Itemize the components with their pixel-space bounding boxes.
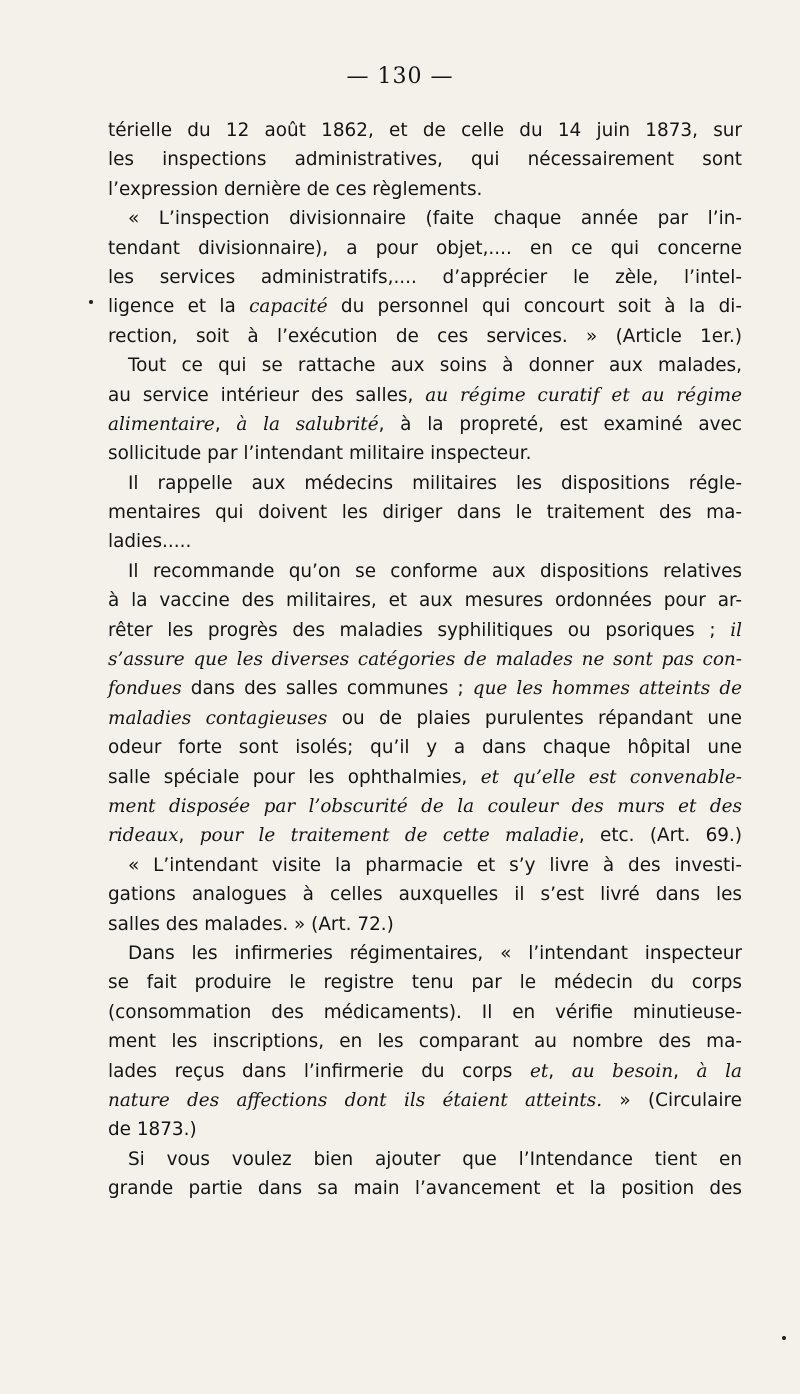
italic-text: à la salubrité xyxy=(236,413,379,435)
text-segment: odeur forte sont isolés; qu’il y a dans chaque hôpital une xyxy=(108,737,742,759)
text-line xyxy=(108,1027,742,1056)
text-segment: se fait produire le registre tenu par le médecin du corps xyxy=(108,972,742,994)
text-line xyxy=(108,557,742,586)
text-segment: , xyxy=(548,1060,572,1082)
text-line xyxy=(108,469,742,498)
text-line xyxy=(108,763,742,792)
text-line xyxy=(108,1115,742,1144)
italic-text: alimentaire xyxy=(108,413,215,435)
italic-text: fondues xyxy=(108,678,182,700)
text-line xyxy=(108,968,742,997)
text-line xyxy=(108,381,742,410)
text-segment: mentaires qui doivent les diriger dans le traitement des ma- xyxy=(108,502,742,524)
italic-text: rideaux xyxy=(108,825,179,847)
page-number: — 130 — xyxy=(346,64,454,89)
text-segment: dans des salles communes ; xyxy=(181,678,473,700)
text-segment: du personnel qui concourt soit à la di- xyxy=(327,296,742,318)
text-line xyxy=(108,145,742,174)
italic-text: il xyxy=(730,619,742,641)
italic-text: que les hommes atteints de xyxy=(472,678,742,700)
italic-text: capacité xyxy=(249,296,328,318)
text-line xyxy=(108,1086,742,1115)
italic-text: et xyxy=(529,1060,549,1082)
text-line xyxy=(108,410,742,439)
body-text xyxy=(108,116,742,1203)
text-line xyxy=(108,616,742,645)
text-segment: rêter les progrès des maladies syphilitiques ou psoriques ; xyxy=(108,619,731,641)
text-segment: Si vous voulez bien ajouter que l’Intendance tient en xyxy=(128,1148,742,1170)
text-segment: Dans les infirmeries régimentaires, « l’intendant inspecteur xyxy=(128,942,742,964)
text-line xyxy=(108,1145,742,1174)
text-segment: au service intérieur des salles, xyxy=(108,384,426,406)
italic-text: au besoin xyxy=(571,1060,674,1082)
text-line xyxy=(108,204,742,233)
text-line xyxy=(108,586,742,615)
text-segment: ment les inscriptions, en les comparant au nombre des ma- xyxy=(108,1031,742,1053)
text-segment: à la vaccine des militaires, et aux mesures ordonnées pour ar- xyxy=(108,590,742,612)
text-segment: , xyxy=(673,1060,697,1082)
text-line xyxy=(108,263,742,292)
text-segment: , à la propreté, est examiné avec xyxy=(378,413,742,435)
text-segment: , xyxy=(178,825,200,847)
text-line xyxy=(108,704,742,733)
text-segment: térielle du 12 août 1862, et de celle du 14 juin 1873, sur xyxy=(108,120,742,141)
text-segment: ladies..... xyxy=(108,531,192,553)
text-segment: (consommation des médicaments). Il en vérifie minutieuse- xyxy=(108,1001,742,1023)
text-line xyxy=(108,351,742,380)
italic-text: pour le traitement de cette maladie xyxy=(199,825,579,847)
text-line xyxy=(108,821,742,850)
italic-text: nature des affections dont ils étaient atteints. xyxy=(108,1089,603,1111)
text-line xyxy=(108,292,742,321)
text-segment: Tout ce qui se rattache aux soins à donner aux malades, xyxy=(128,355,742,377)
text-line xyxy=(108,998,742,1027)
text-line xyxy=(108,792,742,821)
text-line xyxy=(108,1174,742,1203)
margin-dot xyxy=(89,300,93,304)
text-line xyxy=(108,733,742,762)
italic-text: à la xyxy=(696,1060,742,1082)
italic-text: maladies contagieuses xyxy=(108,707,328,729)
text-segment: Il recommande qu’on se conforme aux dispositions relatives xyxy=(128,560,742,582)
text-segment: Il rappelle aux médecins militaires les dispositions régle- xyxy=(128,472,742,494)
text-line xyxy=(108,322,742,351)
text-segment: de 1873.) xyxy=(108,1119,197,1141)
text-segment: tendant divisionnaire), a pour objet,.... en ce qui concerne xyxy=(108,237,742,259)
text-line xyxy=(108,1057,742,1086)
text-line xyxy=(108,851,742,880)
text-segment: les inspections administratives, qui nécessairement sont xyxy=(108,149,742,171)
margin-dot xyxy=(782,1336,786,1340)
text-line xyxy=(108,880,742,909)
text-segment: , xyxy=(214,413,237,435)
text-segment: salles des malades. » (Art. 72.) xyxy=(108,913,394,935)
text-segment: « L’inspection divisionnaire (faite chaque année par l’in- xyxy=(128,208,742,230)
text-line xyxy=(108,234,742,263)
text-line xyxy=(108,645,742,674)
text-segment: grande partie dans sa main l’avancement et la position des xyxy=(108,1178,742,1200)
text-segment: salle spéciale pour les ophthalmies, xyxy=(108,766,481,788)
italic-text: au régime curatif et au régime xyxy=(425,384,742,406)
text-line xyxy=(108,910,742,939)
text-segment: ou de plaies purulentes répandant une xyxy=(327,707,742,729)
text-line xyxy=(108,116,742,145)
text-line xyxy=(108,439,742,468)
text-segment: rection, soit à l’exécution de ces services. » (Article 1er.) xyxy=(108,325,742,347)
text-segment: sollicitude par l’intendant militaire inspecteur. xyxy=(108,443,532,465)
text-segment: ligence et la xyxy=(108,296,250,318)
text-line xyxy=(108,498,742,527)
text-segment: les services administratifs,.... d’apprécier le zèle, l’intel- xyxy=(108,266,742,288)
text-segment: « L’intendant visite la pharmacie et s’y livre à des investi- xyxy=(128,854,742,876)
text-segment: » (Circulaire xyxy=(602,1089,742,1111)
text-segment: l’expression dernière de ces règlements. xyxy=(108,178,483,200)
text-segment: , etc. (Art. 69.) xyxy=(578,825,742,847)
italic-text: et qu’elle est convenable- xyxy=(480,766,742,788)
text-segment: gations analogues à celles auxquelles il s’est livré dans les xyxy=(108,884,742,906)
text-line xyxy=(108,175,742,204)
italic-text: s’assure que les diverses catégories de malades ne sont pas con- xyxy=(108,649,742,671)
text-line xyxy=(108,527,742,556)
text-line xyxy=(108,674,742,703)
italic-text: ment disposée par l’obscurité de la couleur des murs et des xyxy=(108,795,742,817)
text-line xyxy=(108,939,742,968)
text-segment: lades reçus dans l’infirmerie du corps xyxy=(108,1060,530,1082)
